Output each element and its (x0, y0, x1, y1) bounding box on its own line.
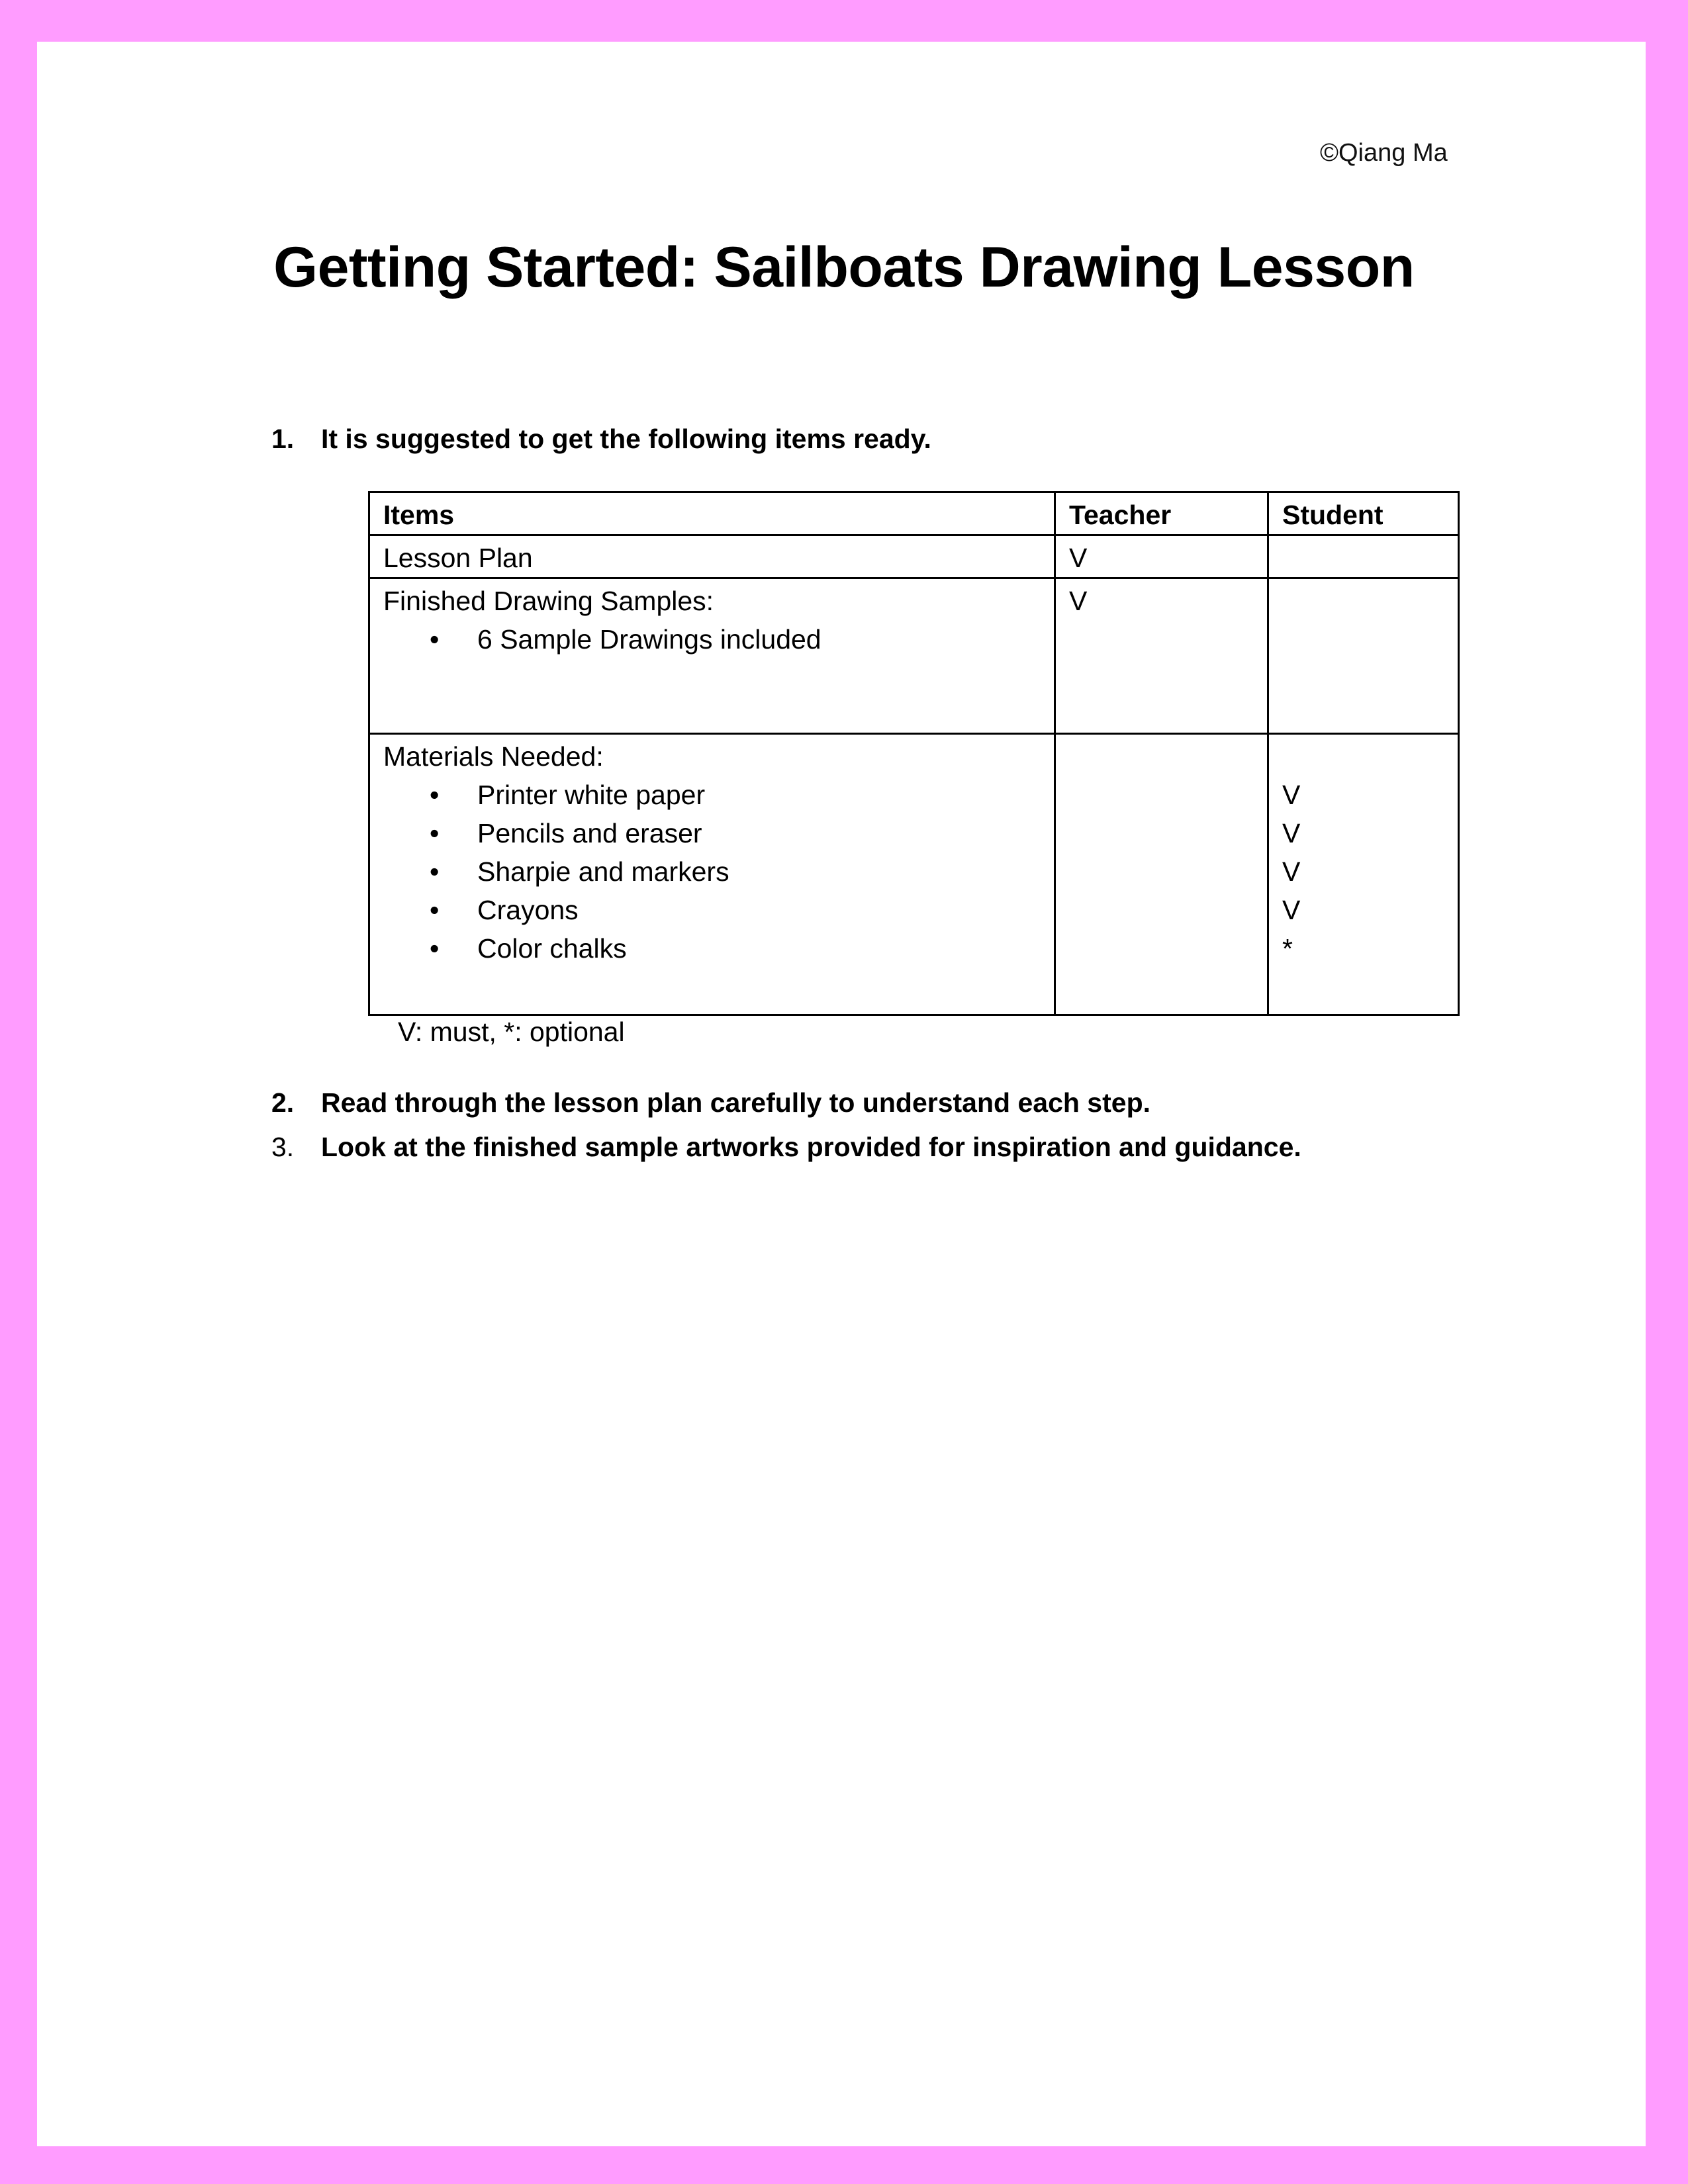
teacher-cell: V (1055, 578, 1268, 734)
table-row (369, 535, 1459, 578)
step-3-text: Look at the finished sample artworks provided for inspiration and guidance. (321, 1132, 1301, 1162)
student-cell (1268, 578, 1459, 734)
list-item: • 6 Sample Drawings included (383, 620, 1041, 659)
student-mark: V (1282, 780, 1301, 810)
step-2 (271, 1087, 1150, 1118)
list-item: • Crayons (383, 891, 1041, 929)
step-2-number: 2. (271, 1087, 295, 1118)
student-mark: V (1282, 818, 1301, 848)
header-teacher: Teacher (1055, 492, 1268, 535)
table-header-row (369, 492, 1459, 535)
bullet-list (383, 620, 1041, 659)
student-cell (1268, 734, 1459, 1015)
mark-spacer (1282, 737, 1444, 776)
list-item: • Sharpie and markers (383, 852, 1041, 891)
copyright-notice: ©Qiang Ma (1320, 139, 1448, 167)
list-item: • Printer white paper (383, 776, 1041, 814)
student-mark: V (1282, 895, 1301, 925)
step-1-number: 1. (271, 424, 295, 454)
page-title: Getting Started: Sailboats Drawing Lesson (273, 236, 1415, 299)
step-2-text: Read through the lesson plan carefully to understand each step. (321, 1087, 1151, 1118)
student-mark: V (1282, 856, 1301, 887)
step-1-text: It is suggested to get the following items ready. (321, 424, 931, 454)
student-mark: * (1282, 933, 1293, 964)
item-cell (369, 578, 1055, 734)
student-marks (1282, 737, 1444, 968)
student-cell (1268, 535, 1459, 578)
bullet-list (383, 776, 1041, 968)
item-label: Materials Needed: (383, 741, 604, 772)
table-row (369, 578, 1459, 734)
item-cell (369, 734, 1055, 1015)
table-row (369, 734, 1459, 1015)
list-item: • Color chalks (383, 929, 1041, 968)
header-items: Items (369, 492, 1055, 535)
item-label: Finished Drawing Samples: (383, 586, 714, 616)
step-3-number: 3. (271, 1132, 295, 1162)
item-cell: Lesson Plan (369, 535, 1055, 578)
header-student: Student (1268, 492, 1459, 535)
step-3 (271, 1132, 1301, 1163)
teacher-cell (1055, 734, 1268, 1015)
items-table (368, 491, 1460, 1016)
table-legend: V: must, *: optional (398, 1017, 625, 1047)
list-item: • Pencils and eraser (383, 814, 1041, 852)
step-1 (271, 424, 931, 455)
teacher-cell: V (1055, 535, 1268, 578)
